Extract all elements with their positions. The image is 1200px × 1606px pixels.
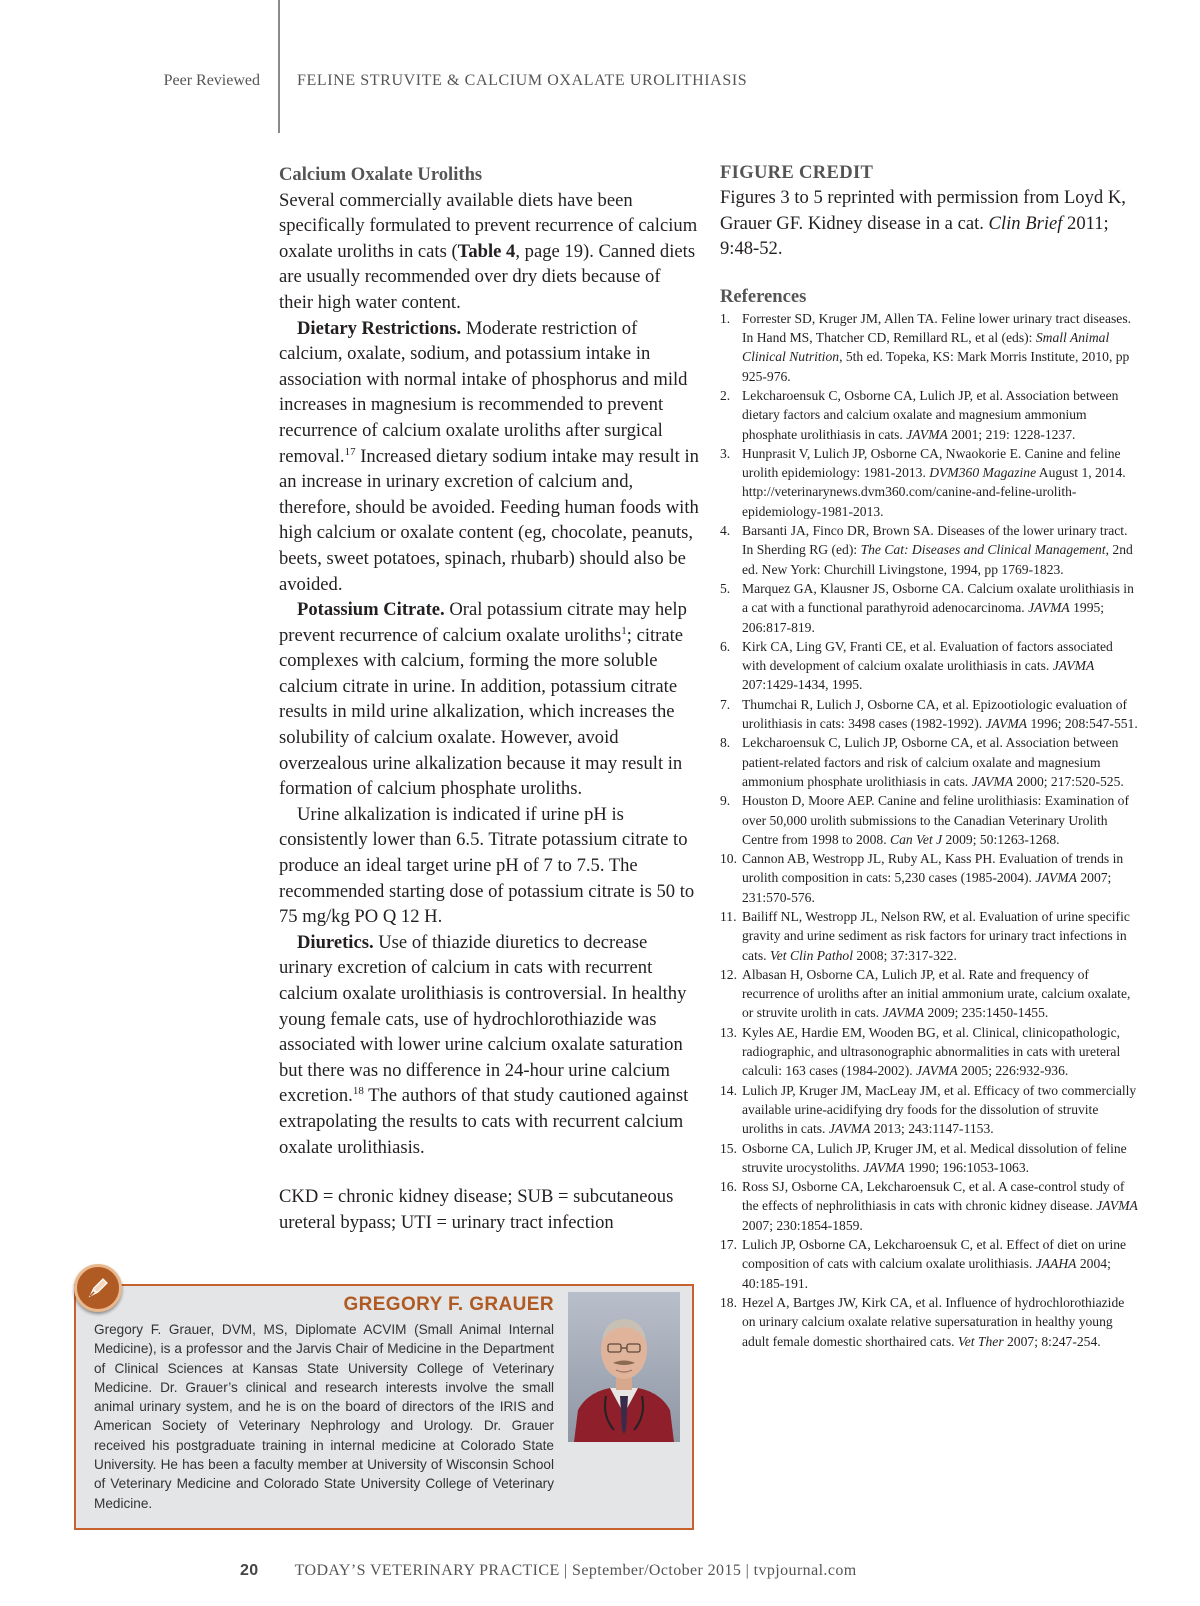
section-label: Peer Reviewed bbox=[163, 72, 260, 89]
reference-details: 2004; 40:185-191. bbox=[742, 1256, 1111, 1291]
reference-item bbox=[720, 1235, 1140, 1293]
reference-source: JAVMA bbox=[882, 1005, 925, 1021]
reference-item bbox=[720, 907, 1140, 965]
pen-nib-icon bbox=[74, 1264, 122, 1312]
reference-source: JAVMA bbox=[985, 716, 1028, 732]
reference-authors-title: Albasan H, Osborne CA, Lulich JP, et al. Rate and frequency of recurrence of uroliths after an initial ammonium urate, calcium oxalate, or struvite urolith in cats. bbox=[742, 966, 1131, 1021]
reference-item bbox=[720, 965, 1140, 1023]
runin-heading: Dietary Restrictions. bbox=[297, 317, 462, 339]
reference-item bbox=[720, 579, 1140, 637]
reference-number: 6. bbox=[720, 638, 731, 654]
reference-number: 3. bbox=[720, 445, 731, 461]
reference-authors-title: Lekcharoensuk C, Lulich JP, Osborne CA, et al. Association between patient-related factors and risk of calcium oxalate and magnesium ammonium phosphate urolithiasis in cats. bbox=[742, 735, 1119, 789]
reference-source: JAVMA bbox=[828, 1121, 871, 1137]
figure-credit-text bbox=[720, 185, 1140, 262]
footer-text: TODAY’S VETERINARY PRACTICE | September/October 2015 | tvpjournal.com bbox=[294, 1562, 857, 1579]
reference-authors-title: Lulich JP, Osborne CA, Lekcharoensuk C, et al. Effect of diet on urine composition of cats with calcium oxalate urolithiasis. bbox=[742, 1237, 1127, 1272]
reference-item bbox=[720, 309, 1140, 386]
reference-authors-title: Lulich JP, Kruger JM, MacLeay JM, et al. Efficacy of two commercially available urine-acidifying dry foods for the dissolution of struvite uroliths in cats. bbox=[742, 1082, 1137, 1137]
credit-tail: 2011; 9:48-52. bbox=[720, 212, 1109, 260]
reference-number: 17. bbox=[720, 1237, 737, 1253]
reference-authors-title: Marquez GA, Klausner JS, Osborne CA. Calcium oxalate urolithiasis in a cat with a functional parathyroid adenocarcinoma. bbox=[742, 580, 1134, 616]
credit-journal: Clin Brief bbox=[988, 212, 1063, 234]
reference-item bbox=[720, 521, 1140, 579]
reference-source: JAVMA bbox=[1096, 1198, 1138, 1214]
abbreviations-note: CKD = chronic kidney disease; SUB = subcutaneous ureteral bypass; UTI = urinary tract infection bbox=[279, 1186, 674, 1233]
reference-item bbox=[720, 733, 1140, 791]
reference-authors-title: Osborne CA, Lulich JP, Kruger JM, et al. Medical dissolution of feline struvite urocystoliths. bbox=[742, 1140, 1127, 1175]
reference-authors-title: Lekcharoensuk C, Osborne CA, Lulich JP, et al. Association between dietary factors and calcium oxalate and magnesium ammonium phosphate urolithiasis in cats. bbox=[742, 387, 1119, 442]
reference-authors-title: Houston D, Moore AEP. Canine and feline urolithiasis: Examination of over 50,000 urolith submissions to the Canadian Veterinary Urolith Centre from 1998 to 2008. bbox=[742, 793, 1129, 847]
para-text: Moderate restriction of calcium, oxalate, sodium, and potassium intake in association with normal intake of phosphorus and mild increases in magnesium is recommended to prevent recurrence of calcium oxalate uroliths after surgical removal. bbox=[279, 317, 688, 467]
reference-text bbox=[742, 386, 1140, 444]
running-title: FELINE STRUVITE & CALCIUM OXALATE UROLITHIASIS bbox=[297, 72, 748, 89]
author-photo bbox=[568, 1292, 680, 1442]
reference-details: 2008; 37:317-322. bbox=[853, 947, 957, 963]
references-heading: References bbox=[720, 285, 807, 307]
reference-authors-title: Hezel A, Bartges JW, Kirk CA, et al. Influence of hydrochlorothiazide on urinary calcium oxalate relative supersaturation in healthy young adult female domestic shorthaired cats. bbox=[742, 1294, 1125, 1349]
reference-details: 1996; 208:547-551. bbox=[1027, 716, 1138, 732]
reference-source: Vet Clin Pathol bbox=[769, 947, 854, 963]
paragraph-diets bbox=[279, 188, 699, 316]
credit-text: Figures 3 to 5 reprinted with permission from Loyd K, Grauer GF. Kidney disease in a cat. bbox=[720, 187, 1126, 234]
reference-text bbox=[742, 1023, 1140, 1081]
reference-item bbox=[720, 1023, 1140, 1081]
reference-details: 2001; 219: 1228-1237. bbox=[947, 426, 1076, 442]
reference-authors-title: Ross SJ, Osborne CA, Lekcharoensuk C, et al. A case-control study of the effects of nephrolithiasis in cats with chronic kidney disease. bbox=[742, 1179, 1125, 1214]
paragraph-alkalization: Urine alkalization is indicated if urine pH is consistently lower than 6.5. Titrate potassium citrate to produce an ideal target urine pH of 7 to 7.5. The recommended starting dose of potassium citrate is 50 to 75 mg/kg PO Q 12 H. bbox=[279, 803, 695, 928]
figure-credit-heading: FIGURE CREDIT bbox=[720, 162, 874, 183]
article-body bbox=[279, 162, 699, 1235]
reference-text bbox=[742, 1177, 1140, 1235]
para-text: Increased dietary sodium intake may result in an increase in urinary excretion of calcium and, therefore, should be avoided. Feeding human foods with high calcium or oxalate content (eg, chocolate, peanuts, beets, sweet potatoes, spinach, rhubarb) should also be avoided. bbox=[279, 445, 699, 595]
reference-details: 1990; 196:1053-1063. bbox=[904, 1159, 1030, 1175]
reference-number: 1. bbox=[720, 310, 731, 326]
para-text: Oral potassium citrate may help prevent recurrence of calcium oxalate uroliths bbox=[279, 599, 687, 646]
reference-source: JAVMA bbox=[906, 426, 948, 442]
reference-number: 14. bbox=[720, 1082, 737, 1098]
reference-item bbox=[720, 1081, 1140, 1139]
paragraph-dietary-restrictions bbox=[279, 316, 699, 598]
citation-sup: 17 bbox=[344, 445, 356, 458]
reference-number: 5. bbox=[720, 580, 731, 596]
reference-source: JAVMA bbox=[863, 1159, 905, 1175]
reference-source: Vet Ther bbox=[957, 1333, 1004, 1349]
reference-text bbox=[742, 907, 1140, 965]
reference-authors-title: Kirk CA, Ling GV, Franti CE, et al. Evaluation of factors associated with development of calcium oxalate urolithiasis in cats. bbox=[742, 638, 1113, 674]
reference-number: 12. bbox=[720, 966, 737, 982]
citation-sup: 18 bbox=[352, 1085, 364, 1098]
reference-authors-title: Forrester SD, Kruger JM, Allen TA. Feline lower urinary tract diseases. In Hand MS, Thatcher CD, Remillard RL, et al (eds): bbox=[742, 310, 1132, 346]
reference-source: JAAHA bbox=[1035, 1256, 1077, 1272]
runin-heading: Diuretics. bbox=[297, 931, 374, 953]
reference-number: 8. bbox=[720, 735, 731, 751]
para-text: Use of thiazide diuretics to decrease urinary excretion of calcium in cats with recurrent calcium oxalate urolithiasis is controversial. In healthy young female cats, use of hydrochlorothiazide was associated with lower urine calcium oxalate saturation but there was no difference in 24-hour urine calcium excretion. bbox=[279, 931, 687, 1107]
reference-details: 2007; 230:1854-1859. bbox=[742, 1217, 863, 1233]
reference-item bbox=[720, 444, 1140, 521]
sidebar-column bbox=[720, 162, 1140, 1351]
reference-text bbox=[742, 1139, 1140, 1178]
reference-text bbox=[742, 1235, 1140, 1293]
reference-number: 9. bbox=[720, 793, 731, 809]
reference-number: 18. bbox=[720, 1294, 737, 1310]
reference-details: , 2nd ed. New York: Churchill Livingstone, 1994, pp 1769-1823. bbox=[742, 542, 1133, 577]
reference-item bbox=[720, 1139, 1140, 1178]
author-name: GREGORY F. GRAUER bbox=[343, 1294, 554, 1315]
reference-item bbox=[720, 1177, 1140, 1235]
reference-item bbox=[720, 1293, 1140, 1351]
page-footer bbox=[240, 1562, 857, 1580]
header-divider bbox=[278, 0, 280, 133]
reference-item bbox=[720, 791, 1140, 849]
reference-source: DVM360 Magazine bbox=[929, 465, 1037, 481]
reference-text bbox=[742, 695, 1140, 734]
table-ref: Table 4 bbox=[457, 240, 516, 262]
para-text: ; citrate complexes with calcium, forming the more soluble calcium citrate in urine. In addition, potassium citrate results in mild urine alkalization, which increases the solubility of calcium oxalate. However, avoid overzealous urine alkalization because it may result in formation of calcium phosphate uroliths. bbox=[279, 624, 684, 800]
reference-text bbox=[742, 849, 1140, 907]
reference-details: 2009; 235:1450-1455. bbox=[924, 1005, 1049, 1021]
reference-text bbox=[742, 637, 1140, 695]
reference-details: 2005; 226:932-936. bbox=[957, 1063, 1069, 1079]
reference-item bbox=[720, 637, 1140, 695]
reference-number: 11. bbox=[720, 908, 737, 924]
runin-heading: Potassium Citrate. bbox=[297, 599, 445, 621]
reference-text bbox=[742, 1293, 1140, 1351]
reference-text bbox=[742, 444, 1140, 521]
paragraph-potassium-citrate bbox=[279, 597, 699, 802]
reference-authors-title: Thumchai R, Lulich J, Osborne CA, et al. Epizootiologic evaluation of urolithiasis in cats: 3498 cases (1982-1992). bbox=[742, 696, 1128, 732]
section-heading: Calcium Oxalate Uroliths bbox=[279, 164, 483, 185]
reference-details: August 1, 2014. http://veterinarynews.dvm360.com/canine-and-feline-urolith-epidemiology-1981-2013. bbox=[742, 465, 1126, 519]
reference-authors-title: Bailiff NL, Westropp JL, Nelson RW, et al. Evaluation of urine specific gravity and urine sediment as risk factors for urinary tract infections in cats. bbox=[742, 908, 1130, 963]
reference-number: 7. bbox=[720, 696, 731, 712]
reference-source: Small Animal Clinical Nutrition bbox=[742, 330, 1110, 365]
reference-text bbox=[742, 965, 1140, 1023]
reference-item bbox=[720, 695, 1140, 734]
reference-details: 2007; 8:247-254. bbox=[1003, 1333, 1101, 1349]
reference-number: 4. bbox=[720, 523, 731, 539]
reference-source: JAVMA bbox=[916, 1063, 958, 1079]
reference-details: 207:1429-1434, 1995. bbox=[742, 677, 863, 693]
reference-details: 2013; 243:1147-1153. bbox=[870, 1121, 994, 1137]
reference-item bbox=[720, 849, 1140, 907]
reference-authors-title: Cannon AB, Westropp JL, Ruby AL, Kass PH. Evaluation of trends in urolith composition in cats: 5,230 cases (1985-2004). bbox=[742, 851, 1124, 886]
references-list bbox=[720, 309, 1140, 1351]
reference-details: 2009; 50:1263-1268. bbox=[942, 831, 1060, 847]
reference-source: JAVMA bbox=[1035, 870, 1077, 886]
reference-number: 13. bbox=[720, 1024, 737, 1040]
reference-source: The Cat: Diseases and Clinical Management bbox=[860, 542, 1106, 558]
reference-number: 15. bbox=[720, 1140, 737, 1156]
reference-authors-title: Kyles AE, Hardie EM, Wooden BG, et al. Clinical, clinicopathologic, radiographic, and ultrasonographic abnormalities in cats with ureteral calculi: 163 cases (1984-2002). bbox=[742, 1024, 1121, 1079]
reference-item bbox=[720, 386, 1140, 444]
reference-number: 2. bbox=[720, 387, 731, 403]
reference-details: 2007; 231:570-576. bbox=[742, 870, 1112, 905]
para-text: , page 19). Canned diets are usually recommended over dry diets because of their high water content. bbox=[279, 240, 696, 313]
reference-authors-title: Barsanti JA, Finco DR, Brown SA. Diseases of the lower urinary tract. In Sherding RG (ed): bbox=[742, 523, 1128, 558]
reference-details: 1995; 206:817-819. bbox=[742, 600, 1105, 635]
reference-text bbox=[742, 521, 1140, 579]
reference-number: 10. bbox=[720, 851, 737, 867]
reference-source: Can Vet J bbox=[890, 831, 943, 847]
reference-source: JAVMA bbox=[1052, 658, 1095, 674]
reference-details: , 5th ed. Topeka, KS: Mark Morris Institute, 2010, pp 925-976. bbox=[742, 349, 1130, 384]
reference-number: 16. bbox=[720, 1179, 737, 1195]
reference-text bbox=[742, 791, 1140, 849]
reference-source: JAVMA bbox=[971, 773, 1014, 789]
para-text: Several commercially available diets have been specifically formulated to prevent recurrence of calcium oxalate uroliths in cats ( bbox=[279, 189, 698, 262]
reference-source: JAVMA bbox=[1028, 600, 1070, 616]
reference-text bbox=[742, 579, 1140, 637]
author-bio-text: Gregory F. Grauer, DVM, MS, Diplomate ACVIM (Small Animal Internal Medicine), is a professor and the Jarvis Chair of Medicine in the Department of Clinical Sciences at Kansas State University College of Veterinary Medicine. Dr. Grauer’s clinical and research interests involve the small animal urinary system, and he is on the board of directors of the IRIS and American Society of Veterinary Nephrology and Urology. Dr. Grauer received his postgraduate training in internal medicine at Colorado State University. He has been a faculty member at University of Wisconsin School of Veterinary Medicine and Colorado State University College of Veterinary Medicine. bbox=[94, 1322, 554, 1511]
para-text: The authors of that study cautioned against extrapolating the results to cats with recurrent calcium oxalate urolithiasis. bbox=[279, 1085, 689, 1158]
citation-sup: 1 bbox=[621, 624, 627, 637]
reference-details: 2000; 217:520-525. bbox=[1013, 773, 1124, 789]
reference-text bbox=[742, 309, 1140, 386]
paragraph-diuretics bbox=[279, 930, 699, 1160]
reference-text bbox=[742, 1081, 1140, 1139]
reference-authors-title: Hunprasit V, Lulich JP, Osborne CA, Nwaokorie E. Canine and feline urolith epidemiology: 1981-2013. bbox=[742, 445, 1121, 481]
page-number: 20 bbox=[240, 1562, 259, 1579]
reference-text bbox=[742, 733, 1140, 791]
